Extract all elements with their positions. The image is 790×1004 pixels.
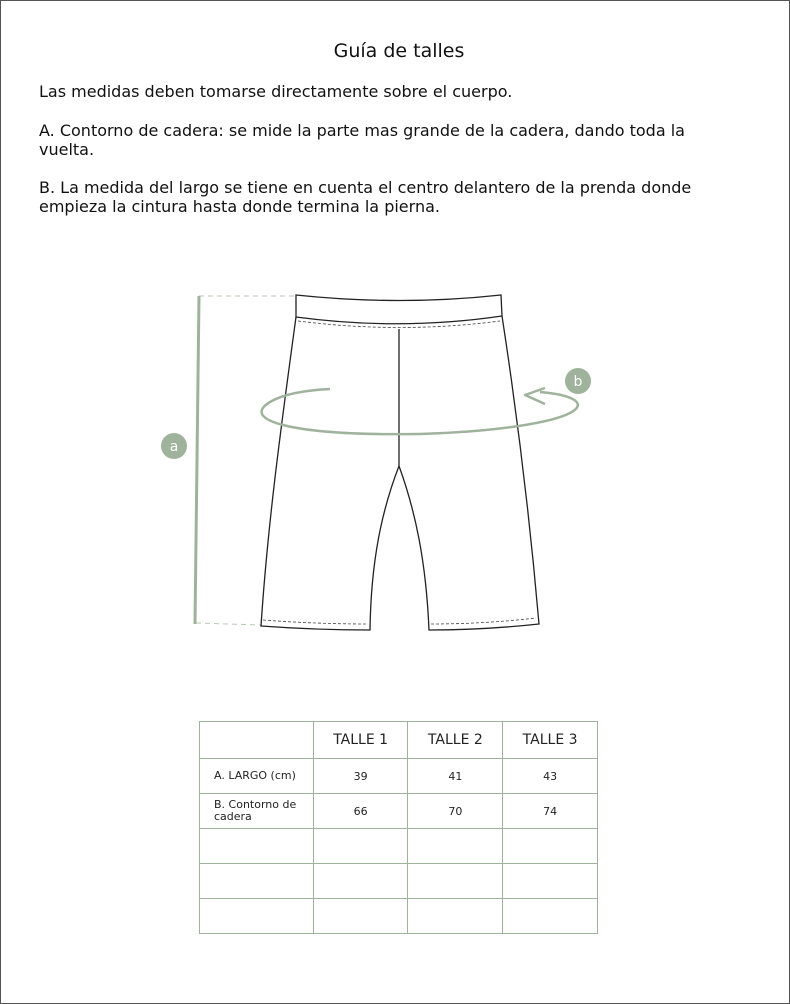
table-cell: [408, 829, 503, 864]
hip-arrow-icon: [525, 388, 545, 404]
table-cell: 70: [408, 794, 503, 829]
table-cell: 74: [503, 794, 598, 829]
badge-a-label: a: [169, 439, 179, 455]
row-label: [200, 829, 314, 864]
table-row: [200, 829, 598, 864]
size-table: [199, 721, 598, 934]
table-cell: [313, 864, 408, 899]
badge-b-label: b: [573, 374, 583, 390]
table-row: [200, 864, 598, 899]
right-hem-stitch: [431, 618, 536, 624]
row-label: B. Contorno de cadera: [200, 794, 314, 829]
table-cell: 43: [503, 759, 598, 794]
table-header-cell: TALLE 2: [408, 722, 503, 759]
table-header-cell: TALLE 1: [313, 722, 408, 759]
waistband: [296, 295, 502, 324]
length-measure-line: [195, 296, 199, 624]
row-label: [200, 899, 314, 934]
length-measure-paragraph: B. La medida del largo se tiene en cuenta el centro delantero de la prenda donde empieza la cintura hasta donde termina la pierna.: [39, 178, 692, 216]
table-cell: [408, 899, 503, 934]
table-cell: 41: [408, 759, 503, 794]
hip-measure-paragraph: A. Contorno de cadera: se mide la parte mas grande de la cadera, dando toda la vuelta.: [39, 121, 685, 159]
shorts-outline: [261, 316, 539, 630]
page-title: Guía de talles: [333, 40, 465, 62]
table-cell: [503, 829, 598, 864]
table-cell: [313, 829, 408, 864]
table-row: [200, 899, 598, 934]
table-row: [200, 759, 598, 794]
row-label: [200, 864, 314, 899]
left-hem-stitch: [263, 620, 368, 624]
table-cell: [313, 899, 408, 934]
table-cell: 66: [313, 794, 408, 829]
row-label: A. LARGO (cm): [200, 759, 314, 794]
table-cell: [503, 864, 598, 899]
table-header-cell: TALLE 3: [503, 722, 598, 759]
table-cell: [503, 899, 598, 934]
length-bottom-guide: [196, 623, 262, 625]
table-header-cell: [200, 722, 314, 759]
table-cell: 39: [313, 759, 408, 794]
hip-measure-loop: [262, 389, 578, 434]
table-header-row: [200, 722, 598, 759]
table-row: [200, 794, 598, 829]
intro-paragraph: Las medidas deben tomarse directamente sobre el cuerpo.: [39, 82, 513, 101]
table-cell: [408, 864, 503, 899]
